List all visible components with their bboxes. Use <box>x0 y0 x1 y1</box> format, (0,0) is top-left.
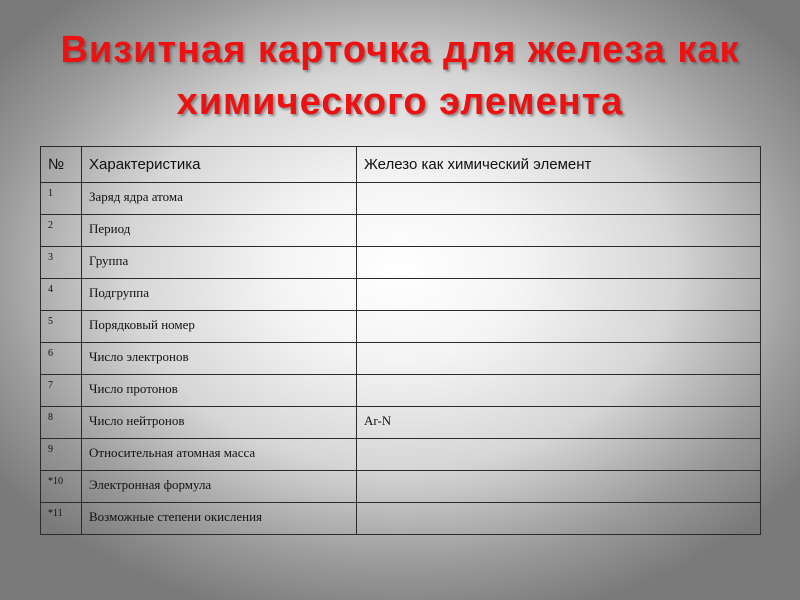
row-value <box>357 215 761 247</box>
table-row <box>41 439 761 471</box>
table-row <box>41 503 761 535</box>
row-value <box>357 279 761 311</box>
row-characteristic: Группа <box>82 247 357 279</box>
row-characteristic: Заряд ядра атома <box>82 183 357 215</box>
row-number: *11 <box>41 503 82 535</box>
slide-title <box>0 24 800 128</box>
slide-title-line-2: химического элемента <box>176 81 624 123</box>
row-value <box>357 471 761 503</box>
row-number: 7 <box>41 375 82 407</box>
row-number: 9 <box>41 439 82 471</box>
row-characteristic: Возможные степени окисления <box>82 503 357 535</box>
row-value <box>357 439 761 471</box>
row-number: 8 <box>41 407 82 439</box>
table-row <box>41 407 761 439</box>
header-characteristic: Характеристика <box>82 147 357 183</box>
row-value <box>357 247 761 279</box>
row-characteristic: Число протонов <box>82 375 357 407</box>
row-value <box>357 183 761 215</box>
slide-title-line-1: Визитная карточка для железа как <box>60 29 740 71</box>
row-value <box>357 375 761 407</box>
iron-business-card-table <box>40 146 761 535</box>
row-characteristic: Относительная атомная масса <box>82 439 357 471</box>
row-number: *10 <box>41 471 82 503</box>
row-value <box>357 343 761 375</box>
row-number: 4 <box>41 279 82 311</box>
table-row <box>41 279 761 311</box>
row-characteristic: Период <box>82 215 357 247</box>
table-row <box>41 215 761 247</box>
row-number: 3 <box>41 247 82 279</box>
table-row <box>41 183 761 215</box>
row-number: 2 <box>41 215 82 247</box>
row-characteristic: Электронная формула <box>82 471 357 503</box>
row-value <box>357 503 761 535</box>
row-characteristic: Подгруппа <box>82 279 357 311</box>
table-row <box>41 311 761 343</box>
table-row <box>41 471 761 503</box>
row-characteristic: Число нейтронов <box>82 407 357 439</box>
row-value <box>357 311 761 343</box>
row-number: 6 <box>41 343 82 375</box>
row-characteristic: Число электронов <box>82 343 357 375</box>
header-number: № <box>41 147 82 183</box>
header-iron-value: Железо как химический элемент <box>357 147 761 183</box>
table-row <box>41 343 761 375</box>
table-row <box>41 247 761 279</box>
row-number: 1 <box>41 183 82 215</box>
row-value: Ar-N <box>357 407 761 439</box>
table-row <box>41 375 761 407</box>
table-header-row <box>41 147 761 183</box>
row-number: 5 <box>41 311 82 343</box>
row-characteristic: Порядковый номер <box>82 311 357 343</box>
